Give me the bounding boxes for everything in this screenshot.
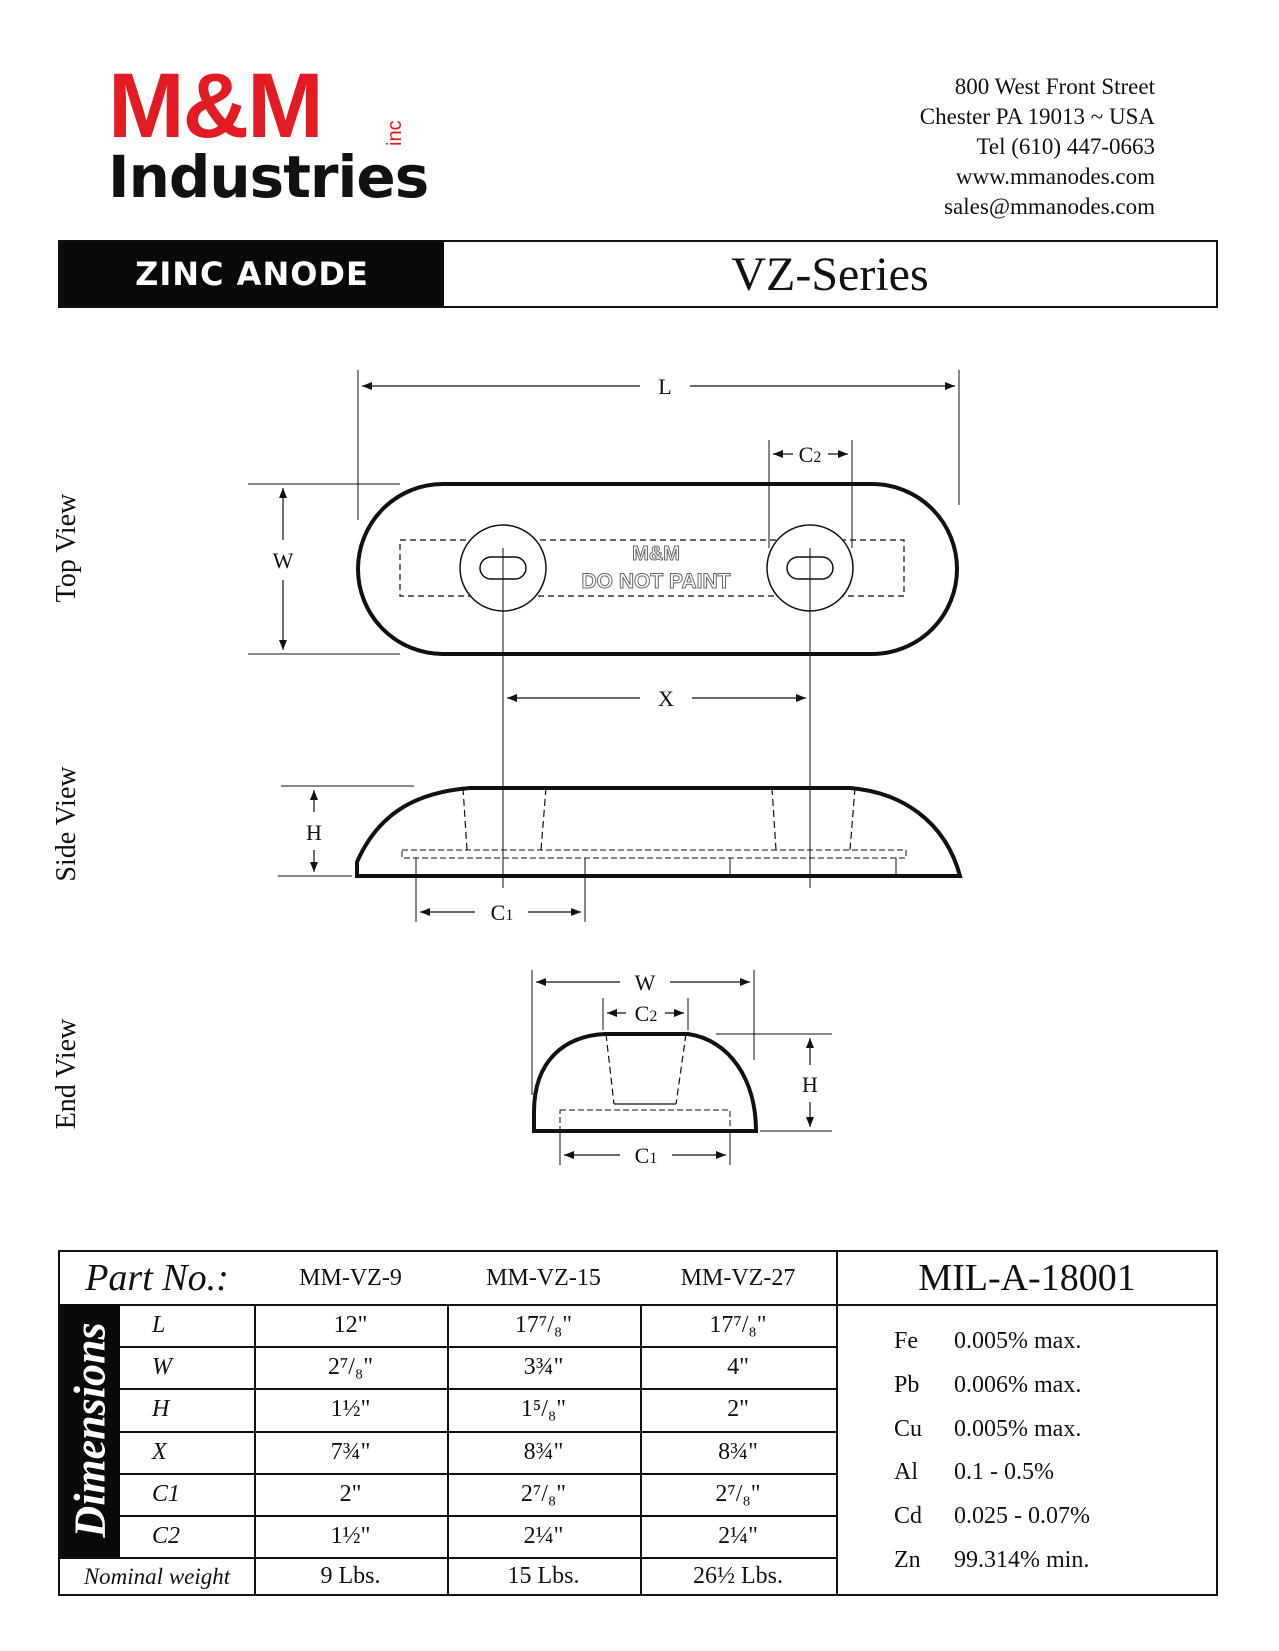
chem-value: 0.005% max. — [954, 1416, 1082, 1442]
table-cell: 1⁵/₈" — [520, 1396, 567, 1422]
logo-mm: M&M — [108, 55, 322, 157]
chem-value: 0.1 - 0.5% — [954, 1459, 1054, 1485]
dim-label-x: X — [658, 686, 674, 711]
chem-value: 0.005% max. — [954, 1328, 1082, 1354]
table-cell: 2⁷/₈" — [520, 1480, 567, 1507]
stamp-line2: DO NOT PAINT — [581, 570, 731, 593]
table-cell: 7¾" — [330, 1438, 371, 1465]
row-key-l: L — [152, 1311, 166, 1338]
address-email: sales@mmanodes.com — [944, 194, 1155, 219]
table-cell: 17⁷/₈" — [709, 1311, 767, 1338]
table-cell: 3¾" — [523, 1353, 564, 1380]
side-view — [278, 786, 960, 925]
part-header-2: MM-VZ-15 — [486, 1264, 601, 1291]
spec-table — [58, 1250, 1218, 1596]
chem-element: Zn — [894, 1547, 921, 1573]
table-cell: 8¾" — [523, 1438, 564, 1465]
chem-value: 0.025 - 0.07% — [954, 1503, 1090, 1529]
dimensions-label: Dimensions — [65, 1322, 115, 1538]
table-cell: 2⁷/₈" — [715, 1480, 761, 1507]
chem-element: Al — [894, 1459, 918, 1485]
top-view — [248, 370, 959, 888]
table-cell: 1½" — [330, 1522, 371, 1549]
row-key-w: W — [152, 1353, 172, 1380]
chem-element: Cd — [894, 1503, 923, 1529]
table-cell: 1½" — [330, 1396, 371, 1422]
chem-value: 0.006% max. — [954, 1372, 1082, 1398]
stamp-line1: M&M — [632, 543, 680, 565]
chem-element: Cu — [894, 1416, 923, 1442]
part-no-label: Part No.: — [85, 1257, 229, 1299]
weight-cell: 9 Lbs. — [320, 1563, 381, 1589]
weight-cell: 26½ Lbs. — [693, 1563, 783, 1589]
address-web: www.mmanodes.com — [955, 164, 1155, 189]
side-view-label: Side View — [51, 766, 82, 882]
table-cell: 2" — [727, 1396, 749, 1422]
chem-element: Fe — [894, 1328, 918, 1354]
top-view-label: Top View — [51, 493, 82, 603]
chem-element: Pb — [894, 1372, 920, 1398]
table-cell: 2¼" — [718, 1522, 758, 1549]
dim-label-c1-end: C1 — [634, 1143, 658, 1168]
end-view-label: End View — [51, 1018, 82, 1130]
table-cell: 2" — [339, 1480, 362, 1507]
series-title: VZ-Series — [731, 247, 929, 301]
table-cell: 8¾" — [718, 1438, 758, 1465]
product-title: ZINC ANODE — [60, 242, 444, 306]
address-street: 800 West Front Street — [954, 74, 1155, 99]
part-header-1: MM-VZ-9 — [299, 1264, 402, 1291]
part-header-3: MM-VZ-27 — [680, 1264, 796, 1291]
row-key-c1: C1 — [152, 1480, 181, 1507]
row-key-h: H — [152, 1396, 170, 1422]
end-view — [532, 970, 832, 1168]
dim-label-w-end: W — [634, 970, 656, 995]
chem-value: 99.314% min. — [954, 1547, 1090, 1573]
address-city: Chester PA 19013 ~ USA — [919, 104, 1155, 129]
table-cell: 2⁷/₈" — [327, 1353, 374, 1380]
row-key-x: X — [152, 1438, 167, 1465]
logo-industries: Industries — [108, 143, 429, 211]
spec-standard: MIL-A-18001 — [918, 1257, 1136, 1299]
dim-label-c2-top: C2 — [798, 442, 822, 467]
dim-label-c1-side: C1 — [490, 900, 514, 925]
dim-label-h-side: H — [306, 820, 322, 845]
weight-cell: 15 Lbs. — [507, 1563, 580, 1589]
nominal-weight-label: Nominal weight — [83, 1563, 231, 1589]
table-cell: 12" — [333, 1311, 368, 1338]
table-cell: 2¼" — [523, 1522, 564, 1549]
dim-label-c2-end: C2 — [634, 1001, 658, 1026]
table-cell: 17⁷/₈" — [514, 1311, 573, 1338]
row-key-c2: C2 — [152, 1522, 181, 1549]
dim-label-h-end: H — [802, 1072, 818, 1097]
logo-inc: inc — [384, 120, 406, 146]
address-phone: Tel (610) 447-0663 — [976, 134, 1155, 159]
table-cell: 4" — [727, 1353, 749, 1380]
dim-label-w-top: W — [272, 548, 294, 573]
dim-label-l: L — [658, 374, 672, 399]
